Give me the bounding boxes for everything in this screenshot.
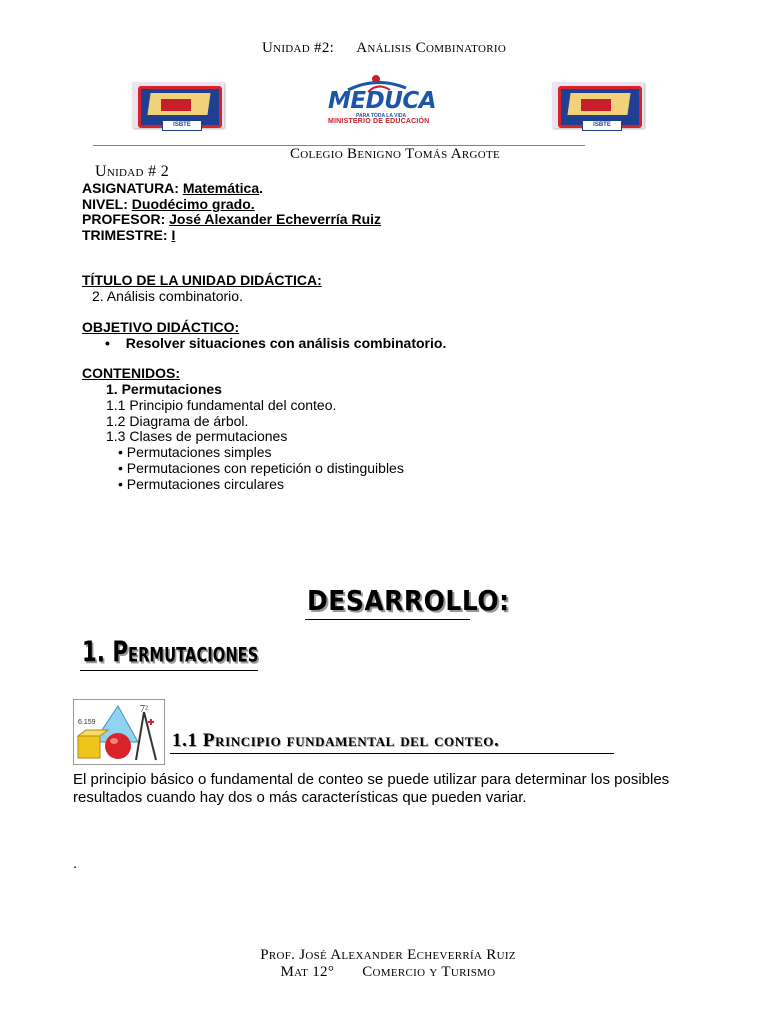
school-name: Colegio Benigno Tomás Argote (289, 146, 501, 162)
footer-course-line (0, 964, 768, 981)
crest-band: ISBTE (162, 120, 202, 131)
objetivo-bullet: • (105, 335, 110, 351)
desarrollo-underline (305, 619, 470, 620)
principio-heading: 1.1 Principio fundamental del conteo. (172, 730, 500, 751)
document-header (0, 40, 768, 57)
contenidos-item: 1.2 Diagrama de árbol. (106, 413, 249, 429)
school-crest-left (132, 82, 224, 128)
asignatura-label: ASIGNATURA: (82, 180, 179, 196)
unit-heading: Unidad # 2 (95, 163, 169, 180)
trimestre-value: I (171, 227, 176, 243)
asignatura-line (82, 180, 263, 196)
meduca-logo (318, 74, 458, 128)
nivel-line (82, 196, 255, 212)
asignatura-period: . (259, 180, 264, 196)
asignatura-value: Matemática (182, 180, 260, 196)
objetivo-label: OBJETIVO DIDÁCTICO: (82, 319, 240, 335)
nivel-label: NIVEL: (82, 196, 128, 212)
titulo-label: TÍTULO DE LA UNIDAD DIDÁCTICA: (82, 272, 322, 288)
geometry-shapes-icon (74, 700, 164, 764)
meduca-word: MEDUCA (328, 88, 437, 114)
permutaciones-underline (80, 670, 258, 671)
contenidos-main: 1. Permutaciones (106, 381, 222, 397)
contenidos-subitem: • Permutaciones simples (118, 444, 272, 460)
contenidos-item: 1.3 Clases de permutaciones (106, 428, 288, 444)
principio-underline (170, 753, 614, 754)
profesor-label: PROFESOR: (82, 211, 166, 227)
profesor-value: José Alexander Echeverría Ruiz (169, 211, 382, 227)
contenidos-subitem: • Permutaciones con repetición o distinguibles (118, 460, 404, 476)
footer-program: Comercio y Turismo (362, 964, 496, 980)
nivel-value: Duodécimo grado. (131, 196, 255, 212)
permutaciones-heading: 1. Permutaciones (82, 636, 259, 669)
contenidos-item: 1.1 Principio fundamental del conteo. (106, 397, 337, 413)
math-clipart (73, 699, 165, 765)
school-crest-right (552, 82, 644, 128)
profesor-line (82, 211, 381, 227)
objetivo-item (105, 335, 446, 351)
crest-band: ISBTE (582, 120, 622, 131)
stray-dot: . (73, 855, 78, 872)
footer-course: Mat 12° (280, 964, 335, 980)
contenidos-subitem: • Permutaciones circulares (118, 476, 284, 492)
clipart-label: 6.159 (78, 719, 96, 726)
objetivo-text: Resolver situaciones con análisis combinatorio. (125, 335, 447, 351)
footer-professor: Prof. José Alexander Echeverría Ruiz (260, 947, 516, 963)
contenidos-label: CONTENIDOS: (82, 365, 180, 381)
desarrollo-heading: DESARROLLO: (307, 584, 510, 617)
trimestre-line (82, 227, 175, 243)
meduca-ministry: MINISTERIO DE EDUCACIÓN (328, 118, 430, 125)
header-topic: Análisis Combinatorio (356, 40, 507, 56)
principio-paragraph: El principio básico o fundamental de conteo se puede utilizar para determinar los posibles resultados cuando hay dos o más características que pueden variar. (73, 771, 670, 806)
titulo-value: 2. Análisis combinatorio. (92, 288, 243, 304)
meduca-tagline: PARA TODA LA VIDA (356, 113, 407, 119)
clipart-label: 7² (140, 704, 148, 715)
header-unit: Unidad #2: (261, 40, 335, 56)
trimestre-label: TRIMESTRE: (82, 227, 168, 243)
